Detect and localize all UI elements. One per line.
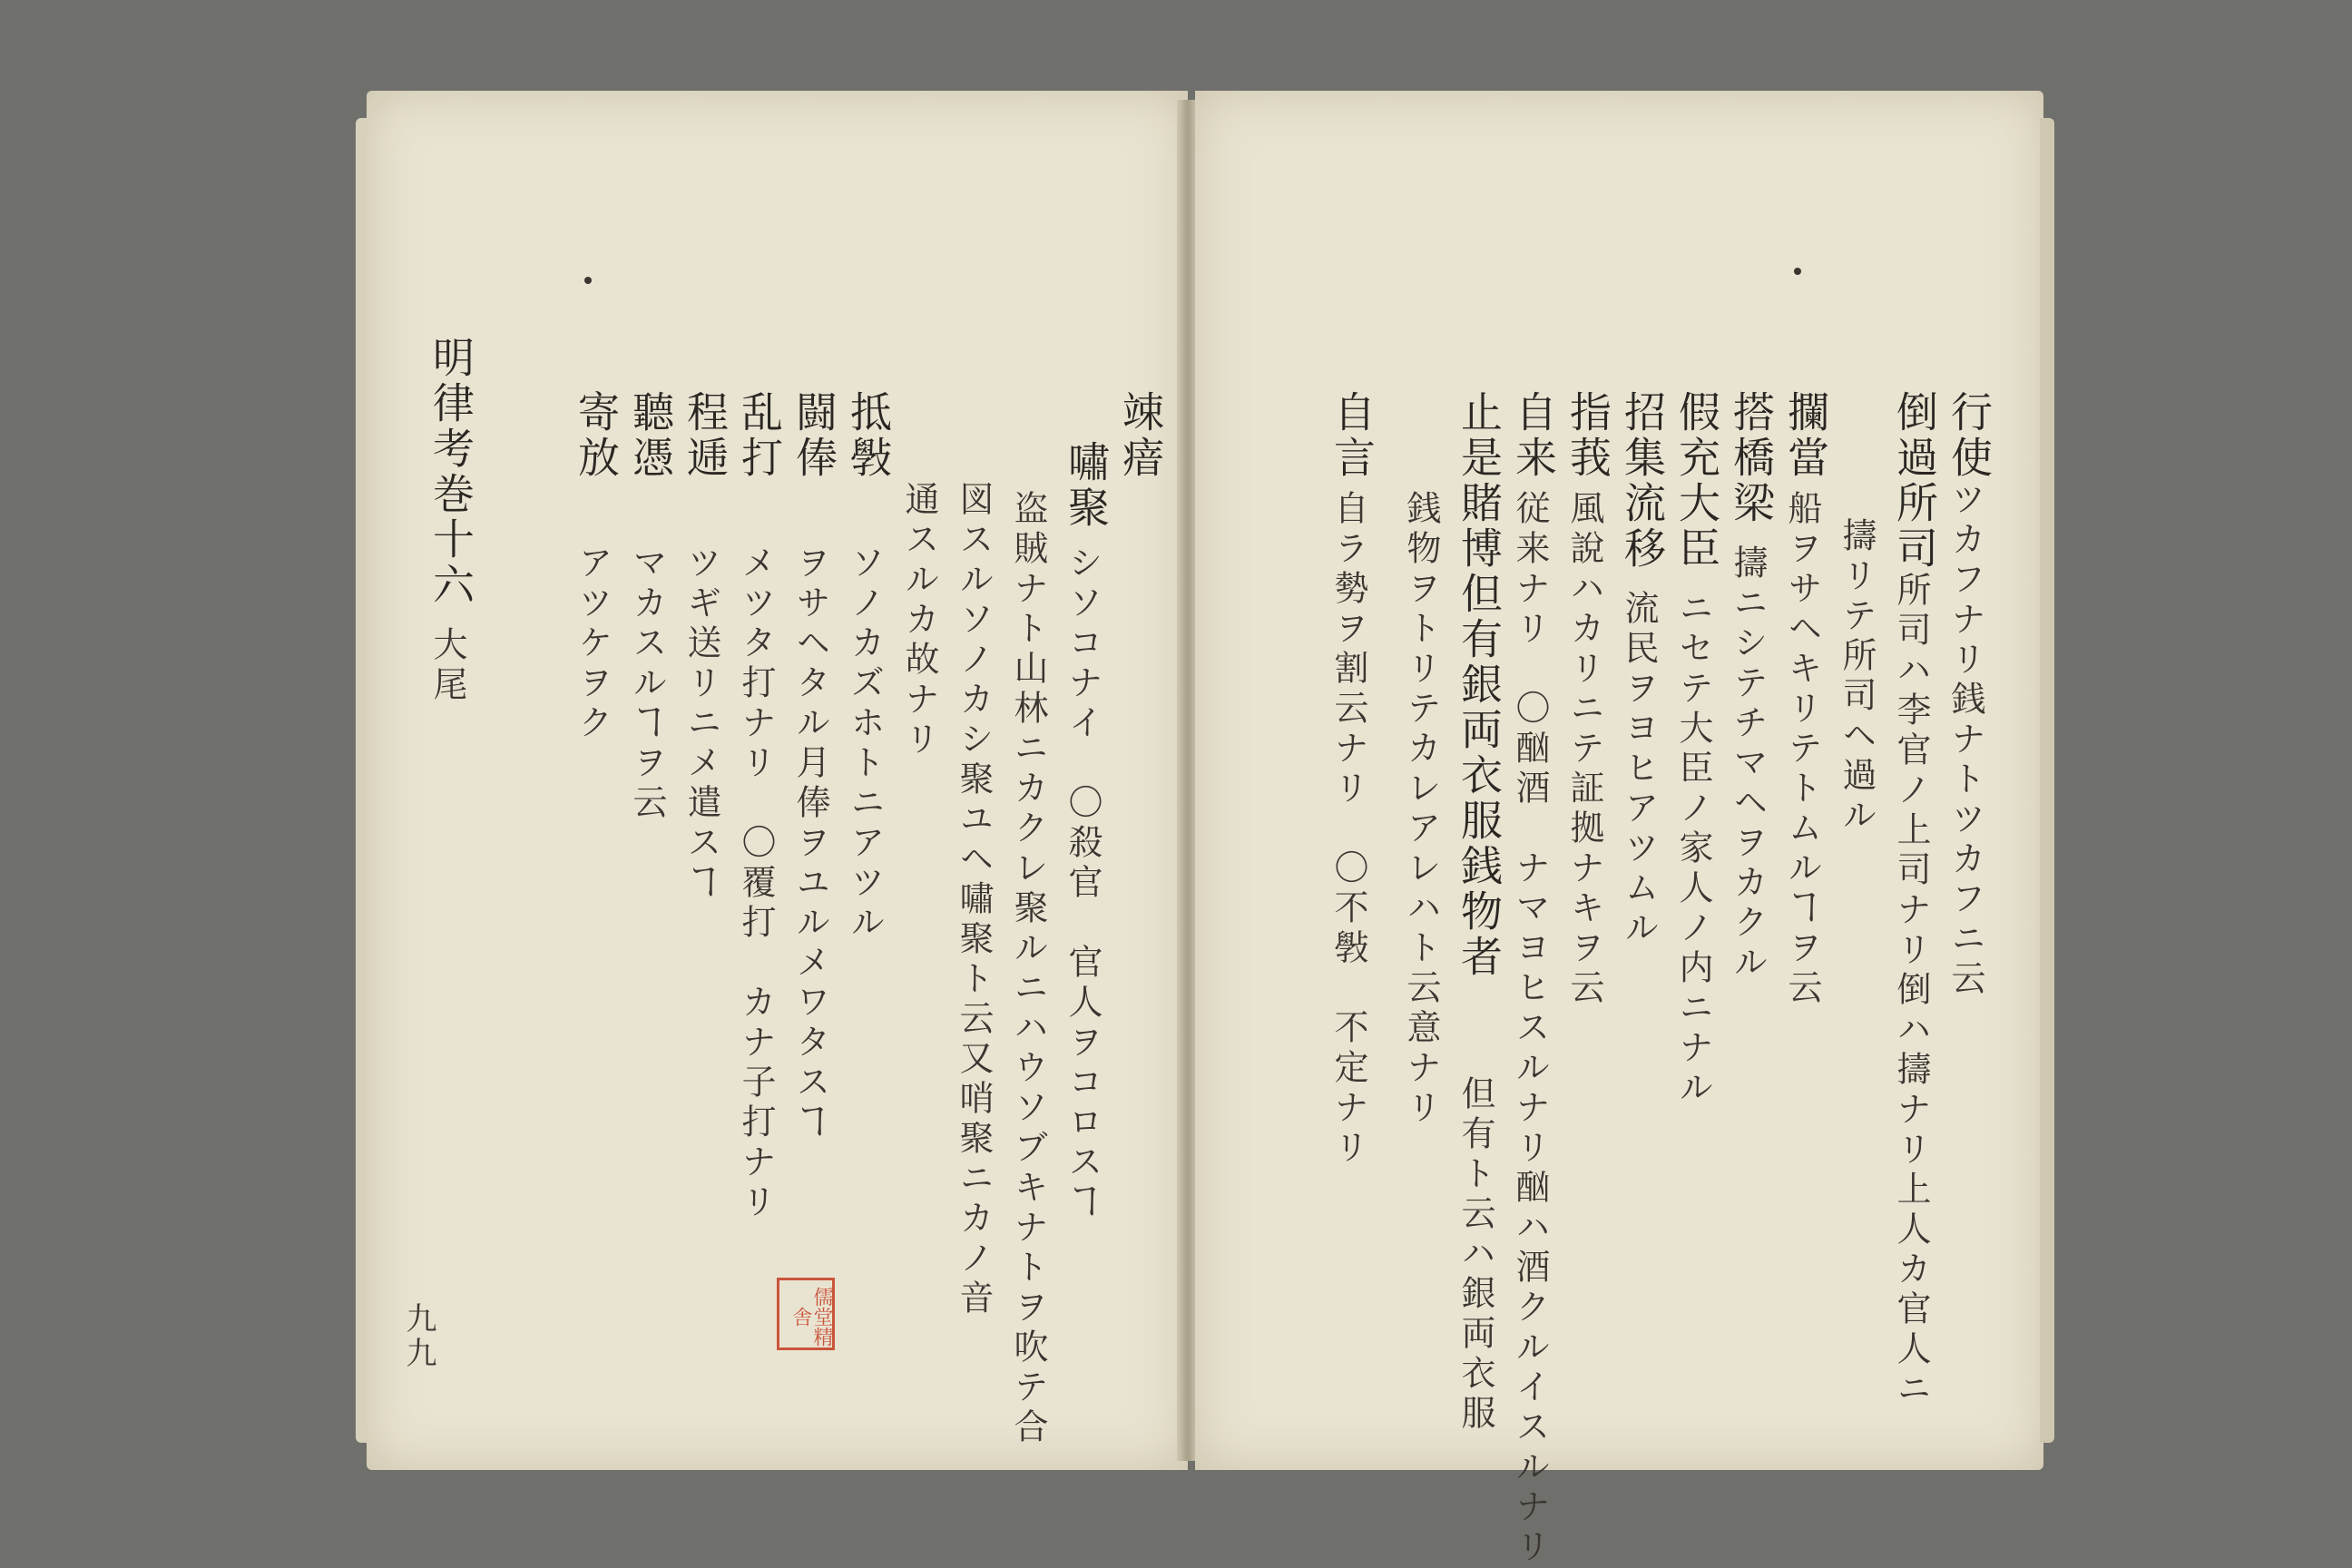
entry-gloss: 通スルカ故ナリ — [899, 481, 939, 760]
entry-gloss: ツギ送リニメ遣スヿ — [681, 544, 721, 904]
entry-term: 嘯聚 — [1062, 440, 1111, 531]
entry-gloss: シソコナイ 〇殺官 官人ヲコロスヿ — [1063, 544, 1102, 1223]
entry-gloss: ニセテ大臣ノ家人ノ内ニナル — [1673, 590, 1713, 1109]
entry-term: 行使 — [1945, 390, 1994, 481]
entry-gloss: 但有ト云ハ銀両衣服 — [1455, 1075, 1495, 1435]
entry-gloss: 図スルソノカシ聚ユヘ嘯聚ト云又哨聚ニカノ音 — [954, 481, 994, 1319]
entry-term: 闘俸 — [789, 390, 838, 481]
entry-gloss: ヲサヘタル月俸ヲユルメワタスヿ — [790, 544, 830, 1143]
open-book — [356, 91, 2053, 1568]
right-page-mark — [1794, 268, 1801, 275]
left-page — [367, 91, 1188, 1470]
right-page-edge — [2040, 118, 2054, 1443]
entry-term: 指莪 — [1563, 390, 1612, 481]
entry-term: 竦瘖 — [1116, 390, 1165, 481]
entry-term: 倒過所司 — [1890, 390, 1939, 572]
entry-gloss: 擣ニシテチマヘヲカクル — [1728, 544, 1768, 984]
entry-term: 自言 — [1328, 390, 1377, 481]
entry-gloss: 流民ヲヨヒアツムル — [1619, 590, 1659, 949]
entry-gloss: ツカフナリ銭ナトツカフニ云 — [1945, 481, 1985, 1000]
left-page-mark — [584, 277, 592, 284]
page-number: 九九 — [400, 1302, 436, 1371]
entry-gloss: 従来ナリ 〇酗酒 ナマヨヒスルナリ酗ハ酒クルイスルナリ — [1510, 490, 1550, 1568]
volume-title: 明律考巻十六 — [426, 336, 475, 608]
entry-term: 寄放 — [572, 390, 621, 481]
entry-gloss: アツケヲク — [573, 544, 612, 744]
entry-gloss: 銭物ヲトリテカレアレハト云意ナリ — [1401, 490, 1441, 1129]
entry-term: 搭橋梁 — [1727, 390, 1776, 526]
entry-gloss: マカスルヿヲ云 — [627, 544, 667, 824]
entry-term: 程逓 — [681, 390, 730, 481]
seal-stamp — [777, 1278, 835, 1350]
entry-term: 聽憑 — [626, 390, 675, 481]
entry-term: 止是賭博但有銀両衣服銭物者 — [1455, 390, 1504, 980]
entry-term: 攔當 — [1781, 390, 1830, 481]
right-page — [1195, 91, 2043, 1568]
entry-gloss: ソノカズホトニアツル — [845, 544, 885, 944]
entry-gloss: メツタ打ナリ 〇覆打 カナ子打ナリ — [736, 544, 776, 1223]
entry-gloss: 擣リテ所司ヘ過ル — [1837, 517, 1877, 837]
entry-gloss: 盗賊ナト山林ニカクレ聚ルニハウソブキナトヲ吹テ合 — [1008, 490, 1048, 1448]
entry-gloss: 船ヲサヘキリテトムルヿヲ云 — [1782, 490, 1822, 1009]
entry-term: 自来 — [1509, 390, 1558, 481]
entry-term: 抵斅 — [844, 390, 893, 481]
entry-term: 假充大臣 — [1672, 390, 1721, 572]
entry-term: 乱打 — [735, 390, 784, 481]
volume-end-mark: 大尾 — [427, 626, 467, 706]
seal-stamp-text: 儒堂精舎 — [789, 1287, 833, 1347]
entry-term: 招集流移 — [1618, 390, 1667, 572]
entry-gloss: 風說ハカリニテ証拠ナキヲ云 — [1564, 490, 1604, 1009]
entry-gloss: 自ラ勢ヲ割云ナリ 〇不斅 不定ナリ — [1328, 490, 1368, 1169]
entry-gloss: 所司ハ李官ノ上司ナリ倒ハ擣ナリ上人カ官人ニ — [1891, 572, 1931, 1410]
